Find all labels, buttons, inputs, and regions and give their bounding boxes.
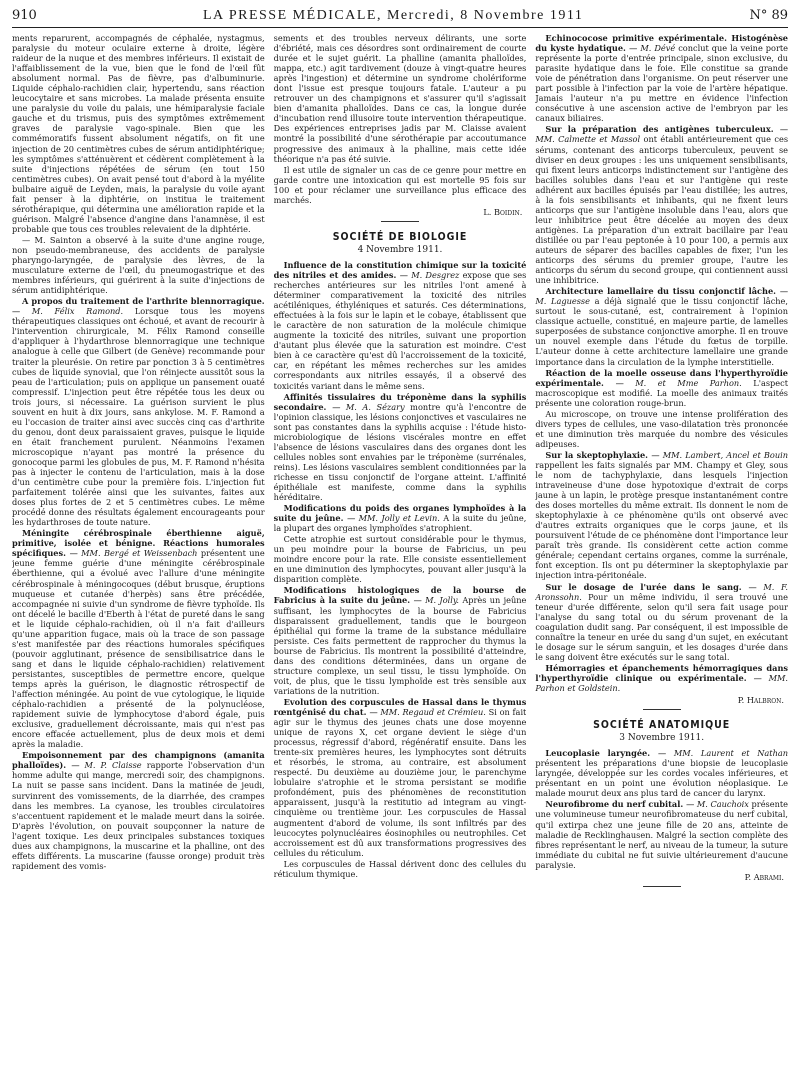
report-title: Affinités tissulaires du tréponème dans la syphilis secondaire. xyxy=(273,391,527,412)
report-author: — M. A. Sézary xyxy=(332,401,405,412)
report-title: Hémorragies et épanchements hémorragiques dans l'hyperthyroïdie clinique ou expérimentale. xyxy=(535,662,789,683)
column-3 xyxy=(535,33,788,1069)
report-title: Modifications du poids des organes lymphoïdes à la suite du jeûne. xyxy=(273,503,527,524)
report-author: — MM. Lambert, Ancel et Bouin xyxy=(651,449,789,460)
column-2 xyxy=(274,33,527,1069)
report-title: Leucoplasie laryngée. xyxy=(545,748,659,759)
society-date: 4 Novembre 1911. xyxy=(357,244,443,255)
report-author: — M. et Mme Parhon. xyxy=(615,377,742,388)
report-entry xyxy=(12,528,265,749)
report-author: — M. Desgrez xyxy=(399,269,460,280)
report-entry xyxy=(535,450,788,581)
report-title: Sur la skeptophylaxie. xyxy=(545,449,652,460)
paragraph: ments reparurent, accompagnés de céphalée, nystagmus, paralysie du moteur oculaire externe à droite, légère raideur de la nuque et des membres inférieurs. Il existait de l'affaiblissement de la vue, bien que le fond de l'œil fût absolument normal. Pas de fièvre, pas d'albuminurie. Liquide céphalo-rachidien clair, hypertendu, sans réaction leucocytaire et sans microbes. La malade présenta ensuite une paralysie du voile du palais, une hémiparalysie faciale gauche et du trismus, puis des symptômes extrêmement graves de paralysie vago-spinale. Bien que les commémoratifs fussent absolument négatifs, on fit une injection de 20 centimètres cubes de sérum antidiphtérique; les symptômes s'atténuèrent et cédèrent complètement à la suite d'injections répétées de sérum (en tout 150 centimètres cubes). On avait pensé tout d'abord à la myélite bulbaire aiguë de Leyden, mais, la paralysie du voile ayant fait penser à la diphtérie, on institua le traitement sérothérapique, qui détermina une amélioration rapide et la guérison. Malgré l'absence d'angine dans l'anamnèse, il est probable que tous ces troubles relevaient de la diphtérie. xyxy=(12,33,265,234)
report-entry xyxy=(535,799,788,869)
report-text: rapporte l'observation d'un homme adulte qui mange, mercredi soir, des champignons. La nuit se passe sans incident. Dans la matinée de jeudi, survinrent des vomissements, de la diarrhée, des crampes dans les membres. La cyanose, les troubles circulatoires s'accentuent rapidement et le malade meurt dans la soirée. D'après l'évolution, on pouvait soupçonner la nature de l'agent toxique. Les deux principales substances toxiques dues aux champignons, la muscarine et la phalline, ont des effets différents. La muscarine (fausse oronge) produit très rapidement des vomis- xyxy=(12,760,265,871)
report-title: Modifications histologiques de la bourse de Fabricius à la suite du jeûne. xyxy=(273,585,527,606)
paragraph: Il est utile de signaler un cas de ce genre pour mettre en garde contre une intoxication qui est mortelle 95 fois sur 100 et pour réclamer une surveillance plus efficace des marchés. xyxy=(273,164,527,205)
report-author: — M. Félix Ramond. xyxy=(12,306,124,317)
report-text: Après un jeûne suffisant, les lymphocytes de la bourse de Fabricius disparaissent graduellement, tandis que le bourgeon épithélial qui forme la trame de la substance médullaire persiste. Ces faits permettent de rapprocher du thymus la bourse de Fabricius. Ils montrent la possibilité d'atteindre, dans des conditions déterminées, dans un organe de structure complexe, un seul tissu, le tissu lymphoïde. On voit, de plus, que le tissu lymphoïde est très sensible aux variations de la nutrition. xyxy=(273,595,527,696)
report-text: présentent les préparations d'une biopsie de leucoplasie laryngée, développée sur les cordes vocales inférieures, et présentant en un point une évolution néoplasique. Le malade mourut deux ans plus tard de cancer du larynx. xyxy=(535,758,789,799)
report-title: Sur la préparation des antigènes tuberculeux. xyxy=(545,124,780,135)
report-text: présentent une jeune femme guérie d'une méningite cérébrospinale éberthienne, qui a évolué avec l'allure d'une méningite cérébrospinale à méningocoques (début brusque, éruptions muqueuse et cutanée d'herpès) sans être précédée, accompagnée ni suivie d'un syndrome de fièvre typhoïde. Ils ont décelé le bacille d'Eberth à l'état de pureté dans le sang et le liquide céphalo-rachidien, où il n'a fait d'ailleurs qu'une apparition fugace, mais où la trace de son passage s'est manifestée par des réactions humorales spécifiques (pouvoir agglutinant, présence de sensibilisatrice dans le sang et dans le liquide céphalo-rachidien) relativement persistantes, susceptibles de permettre encore, quelque temps après la guérison, le diagnostic rétrospectif de l'affection méningée. Au point de vue cytologique, le liquide céphalo-rachidien a présenté de la polynucléose, rapidement suivie de lymphocytose d'abord égale, puis exclusive, graduellement décroissante, mais qui n'est pas encore effacée actuellement, plus de deux mois et demi après la maladie. xyxy=(12,548,265,750)
signature: P. Abrami. xyxy=(744,871,785,882)
issue-number: N° 89 xyxy=(749,8,788,23)
paragraph: sements et des troubles nerveux délirants, une sorte d'ébriété, mais ces désordres sont ordinairement de courte durée et le sujet guérit. La phalline (amanita phalloïdes, mappa, etc.) agit tardivement (douze à vingt-quatre heures après l'ingestion) et détermine un syndrome cholériforme dont l'issue est presque toujours fatale. L'auteur a pu retrouver un des champignons et s'assurer qu'il s'agissait bien d'amanita phalloïdes. Dans ce cas, la longue durée d'incubation rend illusoire toute intervention thérapeutique. Des expériences entreprises jadis par M. Claisse avaient montré la possibilité d'une sérothérapie par accoutumance progressive des animaux à la phalline, mais cette idée théorique n'a pas été suivie. xyxy=(273,33,527,164)
report-author: — M. F. Aronssohn. xyxy=(535,581,789,602)
society-heading: SOCIÉTÉ ANATOMIQUE xyxy=(593,719,731,732)
report-entry xyxy=(535,582,788,662)
report-author: — M. Laguesse xyxy=(535,286,789,307)
report-text: conclut que la veine porte représente la porte d'entrée principale, sinon exclusive, du parasite hydatique dans le foie. Elle constitue sa grande voie de pénétration dans l'organisme. On peut réserver une part possible à l'infection par la voie de l'artère hépatique. Jamais l'auteur n'a pu mettre en évidence l'infection consécutive à une ascension active de l'embryon par les canaux biliaires. xyxy=(535,43,789,124)
report-author: — M. P. Claisse xyxy=(71,760,142,771)
report-text: montre qu'à l'encontre de l'opinion classique, les lésions conjonctives et vasculaires ne sont pas constantes dans la syphilis acquise : l'étude histo-microbiologique de lésions viscérales montre en effet l'absence de lésions vasculaires dans des organes dont les cellules nobles sont envahies par le tréponème (surrénales, reins). Les lésions vasculaires semblent conditionnées par la richesse en tissu conjonctif de l'organe atteint. L'affinité épithéliale est manifeste, comme dans la syphilis héréditaire. xyxy=(273,401,527,503)
signature: L. Boidin. xyxy=(483,206,523,217)
report-author: — MM. Laurent et Nathan xyxy=(658,748,789,759)
report-title: A propos du traitement de l'arthrite blennorragique. xyxy=(22,296,265,307)
report-text: Lorsque tous les moyens thérapeutiques classiques ont échoué, et avant de recourir à l'intervention chirurgicale, M. Félix Ramond conseille d'appliquer à l'hydarthrose blennorragique une technique analogue à celle que Gilbert (de Genève) recommande pour traiter la pleurésie. On retire par ponction 3 à 5 centimètres cubes de liquide synovial, que l'on réinjecte aussitôt sous la peau de l'articulation; puis on applique un pansement ouaté compressif. L'injection peut être répétée tous les deux ou trois jours, si nécessaire. La guérison survient le plus souvent en huit à dix jours, sans ankylose. M. F. Ramond a eu l'occasion de traiter ainsi avec succès cinq cas d'arthrite du genou, dont deux paraissaient graves, puisque le liquide en était franchement purulent. Néanmoins l'examen microscopique n'ayant pas montré la présence du gonocoque parmi les globules de pus, M. F. Ramond n'hésita pas à injecter le contenu de l'articulation, mais à la dose d'un centimètre cube pour la première fois. L'injection fut parfaitement tolérée ainsi que les suivantes, faites aux doses plus fortes de 2 et 5 centimètres cubes. Le même procédé donne des résultats également encourageants pour les hydarthroses de toute nature. xyxy=(12,306,265,528)
newspaper-page xyxy=(12,8,788,1074)
report-entry xyxy=(535,663,788,693)
columns xyxy=(12,33,788,1069)
report-text: a déjà signalé que le tissu conjonctif lâche, surtout le sous-cutané, est, contrairement à l'opinion classique actuelle, constitué, en majeure partie, de lamelles superposées de substance conjonctive amorphe. Il en trouve un nouvel exemple dans l'étude du fœtus de torpille. L'auteur donne à cette architecture lamellaire une grande importance dans la circulation de la lymphe interstitielle. xyxy=(535,296,789,367)
report-entry xyxy=(274,697,527,858)
paragraph: Au microscope, on trouve une intense prolifération des divers types de cellules, une vaso-dilatation très prononcée et une diminution très marquée du nombre des vésicules adipeuses. xyxy=(535,408,789,449)
report-title: Architecture lamellaire du tissu conjonctif lâche. xyxy=(545,286,780,297)
report-entry xyxy=(12,750,265,871)
paragraph: — M. Sainton a observé à la suite d'une angine rouge, non pseudo-membraneuse, des accidents de paralysie pharyngo-laryngée, de paralysie des lèvres, de la musculature externe de l'œil, du pneumogastrique et des membres inférieurs, qui guérirent à la suite d'injections de sérum antidiphtérique. xyxy=(12,234,265,296)
report-entry xyxy=(535,124,788,285)
separator-rule xyxy=(643,709,681,710)
report-entry xyxy=(535,368,788,408)
report-title: Sur le dosage de l'urée dans le sang. xyxy=(545,581,749,592)
report-author: — M. Dévé xyxy=(629,43,676,54)
report-entry xyxy=(274,392,527,503)
report-title: Neurofibrome du nerf cubital. xyxy=(545,799,687,810)
report-text: Si on fait agir sur le thymus des jeunes chats une dose moyenne unique de rayons X, cet organe devient le siège d'un processus, régressif d'abord, régénératif ensuite. Dans les trente-six premières heures, les lymphocytes sont détruits et résorbés, le stroma, au contraire, est absolument respecté. Du deuxième au douzième jour, le parenchyme lobulaire s'atrophie et le stroma persistant se modifie profondément, puis des phénomènes de reconstitution apparaissent, jusqu'à la restitutio ad integram au vingt-cinquième ou trentième jour. Les corpuscules de Hassal augmentent d'abord de volume, ils sont infiltrés par des leucocytes polynucléaires éosinophiles ou neutrophiles. Cet accroissement est dû aux transformations progressives des cellules du réticulum. xyxy=(273,707,527,858)
society-date: 3 Novembre 1911. xyxy=(619,733,705,744)
report-text: L'aspect macroscopique est modifié. La moelle des animaux traités présente une coloration rouge-brun. xyxy=(535,377,789,408)
paragraph: Cette atrophie est surtout considérable pour le thymus, un peu moindre pour la bourse de Fabricius, un peu moindre encore pour la rate. Elle consiste essentiellement en une diminution des lymphocytes, pouvant aller jusqu'à la disparition complète. xyxy=(273,534,527,585)
report-text: ont établi antérieurement que ces sérums, contenant des anticorps tuberculeux, peuvent se diviser en deux groupes : les uns uniquement sensibilisants, qui fixent leurs anticorps indistinctement sur l'antigène des bacilles solubles dans l'eau et sur l'antigène qui reste adhérent aux bacilles épuisés par l'eau distillée; les autres, à la fois sensibilisants et inhibants, qui ne fixent leurs anticorps que sur l'antigène insoluble dans l'eau, alors que leur inhibitrice peut être décelée au moyen des deux antigènes. La préparation d'un extrait bacillaire par l'eau distillée ou par l'eau peptonée à 10 pour 100, a permis aux auteurs de séparer des bacilles capables de fixer, l'un les anticorps des sérums du premier groupe, l'autre les anticorps du sérum du second groupe, qui contiennent aussi une inhibitrice. xyxy=(535,134,789,286)
report-entry xyxy=(274,503,527,533)
paragraph: Les corpuscules de Hassal dérivent donc des cellules du réticulum thymique. xyxy=(273,858,527,879)
report-entry xyxy=(535,286,788,366)
separator-rule xyxy=(381,221,419,222)
report-author: — MM. Regaud et Crémieu. xyxy=(369,707,486,717)
report-author: — MM. Bergé et Weissenbach xyxy=(69,548,198,559)
journal-title: LA PRESSE MÉDICALE, Mercredi, 8 Novembre 1911 xyxy=(202,8,584,23)
report-entry xyxy=(535,748,788,798)
report-text: A la suite du jeûne, la plupart des organes lymphoïdes s'atrophient. xyxy=(273,513,527,534)
report-entry xyxy=(12,296,265,527)
report-entry xyxy=(274,585,527,696)
report-title: Echinococose primitive expérimentale. Histogénèse du kyste hydatique. xyxy=(535,33,789,54)
report-author: — MM. Calmette et Massol xyxy=(535,124,789,145)
report-text: présente une volumineuse tumeur neurofibromateuse du nerf cubital, qu'il extirpa chez une jeune fille de 20 ans, atteinte de maladie de Recklinghausen. Malgré la section complète des fibres représentant le nerf, au niveau de la tumeur, la suture immédiate du cubital ne fut suivie ultérieurement d'aucune paralysie. xyxy=(535,799,789,870)
report-title: Influence de la constitution chimique sur la toxicité des nitriles et des amides. xyxy=(273,259,527,280)
separator-rule xyxy=(643,886,681,887)
report-text: Pour un même individu, il sera trouvé une teneur d'urée différente, selon qu'il sera fait usage pour l'analyse du sang total ou du sérum provenant de la coagulation dudit sang. Par conséquent, il est impossible de connaître la teneur en urée du sang d'un sujet, en exécutant le dosage sur le sérum sanguin, et les dosages d'urée dans le sang doivent être exécutés sur le sang total. xyxy=(535,591,789,662)
page-number: 910 xyxy=(12,8,37,23)
masthead xyxy=(12,8,788,28)
report-entry xyxy=(274,260,527,391)
report-title: Réaction de la moelle osseuse dans l'hyperthyroïdie expérimentale. xyxy=(535,367,789,388)
signature: P. Halbron. xyxy=(737,695,785,706)
report-author: — MM. Jolly et Levin. xyxy=(347,513,440,524)
report-text: rappellent les faits signalés par MM. Champy et Gley, sous le nom de tachyphylaxie, dans lesquels l'injection intraveineuse d'une dose hypotoxique d'extrait de corps jaune à un lapin, le protège presque instantanément contre des doses mortelles du même extrait. Ils donnent le nom de skeptophylaxie à ce phénomène qu'ils ont observé avec d'autres extraits organiques que le corps jaune, et ils poursuivent l'étude de ce phénomène dont l'importance leur paraît très grande. Ils considèrent cette action comme générale; cependant certains organes, comme la surrénale, font exception. Ils ont pu déterminer la skeptophylaxie par injection intra-péritonéale. xyxy=(535,459,789,581)
society-heading: SOCIÉTÉ DE BIOLOGIE xyxy=(332,230,468,243)
report-title: Empoisonnement par des champignons (amanita phalloïdes). xyxy=(12,750,265,771)
report-entry xyxy=(535,33,788,123)
report-author: — M. Jolly. xyxy=(413,595,460,606)
column-1 xyxy=(12,33,265,1069)
report-title: Evolution des corpuscules de Hassal dans le thymus rœntgénisé du chat. xyxy=(273,696,527,717)
report-title: Méningite cérébrospinale éberthienne aiguë, primitive, isolée et bénigne. Réactions humorales spécifiques. xyxy=(12,528,265,559)
report-author: — M. Cauchoix xyxy=(686,799,749,810)
report-author: — MM. Parhon et Goldstein. xyxy=(535,672,789,693)
report-text: expose que ses recherches antérieures sur les nitriles l'ont amené à déterminer comparativement la toxicité des nitriles acétiléniques, éthyléniques et saturés. Ces déterminations, effectuées à la fois sur le lapin et le cobaye, établissent que le caractère de non saturation de la molécule chimique augmente la toxicité des nitriles, suivant une proportion d'autant plus élevée que la saturation est moindre. C'est bien à ce caractère qu'est dû l'accroissement de la toxicité, car, en répétant les mêmes recherches sur les amides correspondants aux nitriles essayés, il a observé des toxicités variant dans le même sens. xyxy=(273,269,527,391)
